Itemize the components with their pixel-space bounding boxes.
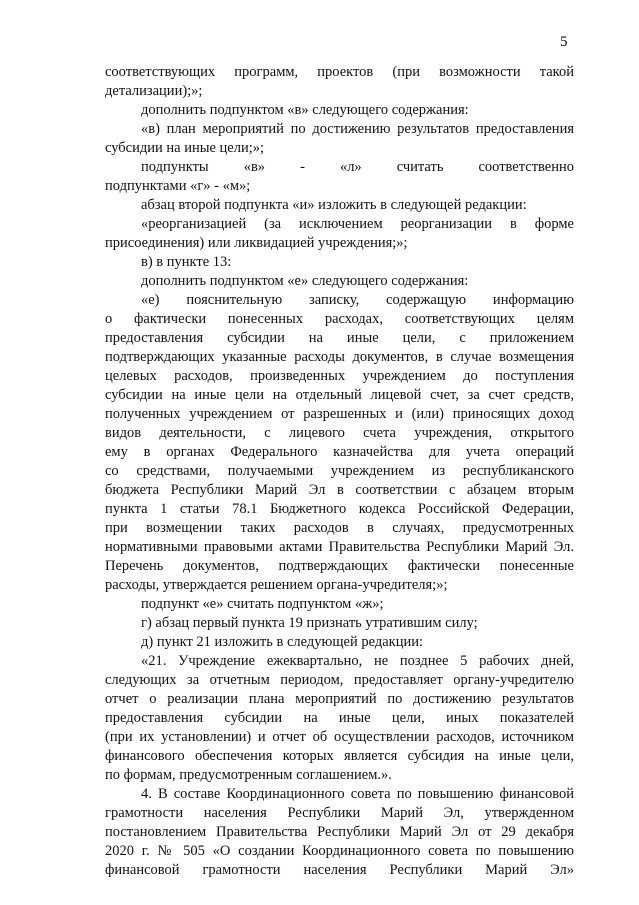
text-line: пункта 1 статьи 78.1 Бюджетного кодекса Российской Федерации, bbox=[105, 501, 574, 517]
text-line: 2020 г. № 505 «О создании Координационного совета по повышению bbox=[105, 843, 574, 859]
text-line: в) в пункте 13: bbox=[141, 254, 232, 270]
text-line: Перечень документов, подтверждающих фактически понесенные bbox=[105, 558, 574, 574]
text-line: нормативными правовыми актами Правительства Республики Марий Эл. bbox=[105, 539, 574, 555]
text-line: дополнить подпунктом «е» следующего содержания: bbox=[141, 273, 469, 289]
text-line: «21. Учреждение ежеквартально, не позднее 5 рабочих дней, bbox=[141, 653, 574, 669]
text-line: подпункты «в» - «л» считать соответственно bbox=[141, 159, 574, 175]
text-line: детализации);»; bbox=[105, 83, 203, 99]
text-line: предоставления субсидии на иные цели, иных показателей bbox=[105, 710, 574, 726]
text-line: подпунктами «г» - «м»; bbox=[105, 178, 251, 194]
text-line: абзац второй подпункта «и» изложить в следующей редакции: bbox=[141, 197, 527, 213]
text-line: дополнить подпунктом «в» следующего содержания: bbox=[141, 102, 469, 118]
text-line: предоставления субсидии на иные цели, с приложением bbox=[105, 330, 574, 346]
text-line: следующих за отчетным периодом, предоставляет органу-учредителю bbox=[105, 672, 574, 688]
text-line: «е) пояснительную записку, содержащую информацию bbox=[141, 292, 574, 308]
document-body-text bbox=[105, 63, 574, 880]
text-line: при возмещении таких расходов в случаях, предусмотренных bbox=[105, 520, 574, 536]
text-line: «в) план мероприятий по достижению результатов предоставления bbox=[141, 121, 574, 137]
text-line: расходы, утверждается решением органа-учредителя;»; bbox=[105, 577, 448, 593]
text-line: грамотности населения Республики Марий Эл, утвержденном bbox=[105, 805, 574, 821]
text-line: бюджета Республики Марий Эл в соответствии с абзацем вторым bbox=[105, 482, 574, 498]
text-line: о фактически понесенных расходах, соответствующих целям bbox=[105, 311, 574, 327]
text-line: со средствами, получаемыми учреждением из республиканского bbox=[105, 463, 574, 479]
text-line: по формам, предусмотренным соглашением.». bbox=[105, 767, 392, 783]
text-line: ему в органах Федерального казначейства для учета операций bbox=[105, 444, 574, 460]
text-line: (при их установлении) и отчет об осуществлении расходов, источником bbox=[105, 729, 574, 745]
text-line: полученных учреждением от разрешенных и (или) приносящих доход bbox=[105, 406, 574, 422]
text-line: г) абзац первый пункта 19 признать утратившим силу; bbox=[141, 615, 478, 631]
page-number: 5 bbox=[560, 34, 568, 50]
text-line: д) пункт 21 изложить в следующей редакции: bbox=[141, 634, 423, 650]
text-line: 4. В составе Координационного совета по повышению финансовой bbox=[141, 786, 574, 802]
text-line: финансовой грамотности населения Республики Марий Эл» bbox=[105, 862, 574, 878]
text-line: субсидии на иные цели;»; bbox=[105, 140, 265, 156]
text-line: соответствующих программ, проектов (при возможности такой bbox=[105, 64, 574, 80]
text-line: подпункт «е» считать подпунктом «ж»; bbox=[141, 596, 384, 612]
text-line: «реорганизацией (за исключением реорганизации в форме bbox=[141, 216, 574, 232]
text-line: подтверждающих указанные расходы документов, в случае возмещения bbox=[105, 349, 574, 365]
text-line: субсидии на иные цели на отдельный лицевой счет, за счет средств, bbox=[105, 387, 574, 403]
text-line: видов деятельности, с лицевого счета учреждения, открытого bbox=[105, 425, 574, 441]
text-line: отчет о реализации плана мероприятий по достижению результатов bbox=[105, 691, 574, 707]
text-line: постановлением Правительства Республики Марий Эл от 29 декабря bbox=[105, 824, 574, 840]
text-line: целевых расходов, произведенных учреждением до поступления bbox=[105, 368, 574, 384]
text-line: присоединения) или ликвидацией учреждения;»; bbox=[105, 235, 408, 251]
text-line: финансового обеспечения которых является субсидия на иные цели, bbox=[105, 748, 574, 764]
